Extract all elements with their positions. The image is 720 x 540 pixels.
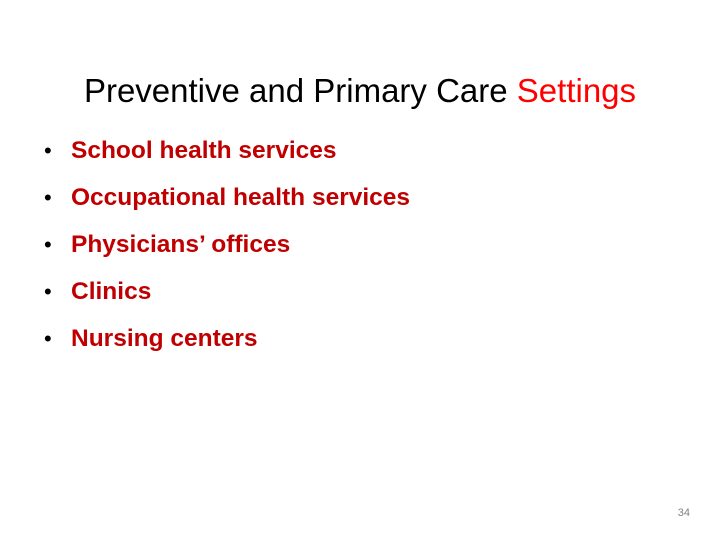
bullet-icon: • <box>44 138 52 163</box>
bullet-text: School health services <box>71 137 337 164</box>
bullet-text: Occupational health services <box>71 184 411 211</box>
bullet-text: Clinics <box>71 278 152 305</box>
slide-title <box>0 70 720 112</box>
slide-page-number: 34 <box>677 507 690 519</box>
bullet-icon: • <box>44 232 52 257</box>
bullet-text: Nursing centers <box>71 325 258 352</box>
bullet-icon: • <box>44 185 52 210</box>
bullet-text: Physicians’ offices <box>71 231 291 258</box>
slide-title-main: Preventive and Primary Care <box>83 72 517 110</box>
bullet-icon: • <box>44 326 52 351</box>
bullet-icon: • <box>44 279 52 304</box>
slide-title-accent: Settings <box>516 72 637 110</box>
